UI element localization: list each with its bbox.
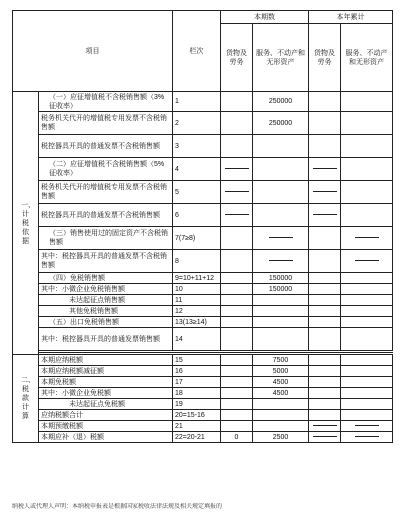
row-line: 14 (173, 328, 221, 351)
row-line: 21 (173, 421, 221, 432)
row-line: 5 (173, 181, 221, 204)
row-line: 22=20-21 (173, 432, 221, 443)
dash (341, 421, 393, 432)
row-line: 16 (173, 366, 221, 377)
row-label: 其他免税销售额 (39, 306, 173, 317)
row-line: 1 (173, 92, 221, 112)
row-label: （一）应征增值税不含税销售额（3%征收率） (39, 92, 173, 112)
row-value: 150000 (253, 284, 309, 295)
row-line: 13(13≥14) (173, 317, 221, 328)
row-line: 9=10+11+12 (173, 273, 221, 284)
row-label: （二）应征增值税不含税销售额（5%征收率） (39, 158, 173, 181)
row-label: 本期应纳税额减征额 (39, 366, 173, 377)
dash (341, 227, 393, 250)
row-label: 其中：税控器具开具的普通发票不含税销售额 (39, 250, 173, 273)
current-services-header: 服务、不动产和无形资产 (253, 24, 309, 92)
dash (253, 227, 309, 250)
section-tax-calc: 二、税款计算 (13, 355, 39, 443)
dash (309, 181, 341, 204)
row-label: 本期应补（退）税额 (39, 432, 173, 443)
row-label: 其中：小微企业免税销售额 (39, 284, 173, 295)
row-value: 4500 (253, 388, 309, 399)
row-line: 10 (173, 284, 221, 295)
section-tax-basis: 一、计税依据 (13, 92, 39, 355)
row-label: 税控器具开具的普通发票不含税销售额 (39, 204, 173, 227)
dash (309, 204, 341, 227)
row-line: 6 (173, 204, 221, 227)
dash (341, 250, 393, 273)
ytd-header: 本年累计 (309, 11, 393, 24)
dash (309, 432, 341, 443)
item-header: 项目 (13, 11, 173, 92)
row-line: 4 (173, 158, 221, 181)
row-line: 11 (173, 295, 221, 306)
line-header: 栏次 (173, 11, 221, 92)
row-line: 12 (173, 306, 221, 317)
row-label: 本期免税额 (39, 377, 173, 388)
row-line: 19 (173, 399, 221, 410)
row-value: 150000 (253, 273, 309, 284)
row-label: 应纳税额合计 (39, 410, 173, 421)
dash (253, 250, 309, 273)
ytd-services-header: 服务、不动产和无形资产 (341, 24, 393, 92)
row-line: 8 (173, 250, 221, 273)
row-label: 未达起征点免税额 (39, 399, 173, 410)
dash (341, 432, 393, 443)
tax-return-table (12, 10, 393, 443)
row-line: 3 (173, 135, 221, 158)
dash (221, 181, 253, 204)
row-label: 其中：小微企业免税额 (39, 388, 173, 399)
row-label: 税务机关代开的增值税专用发票不含税销售额 (39, 181, 173, 204)
row-line: 17 (173, 377, 221, 388)
row-value: 2500 (253, 432, 309, 443)
row-label: 其中：税控器具开具的普通发票销售额 (39, 328, 173, 351)
row-label: 未达起征点销售额 (39, 295, 173, 306)
row-label: （四）免税销售额 (39, 273, 173, 284)
row-value: 250000 (253, 112, 309, 135)
row-line: 15 (173, 355, 221, 366)
row-line: 7(7≥8) (173, 227, 221, 250)
row-label: （五）出口免税销售额 (39, 317, 173, 328)
dash (221, 158, 253, 181)
row-label: 本期应纳税额 (39, 355, 173, 366)
row-value: 0 (221, 432, 253, 443)
dash (309, 421, 341, 432)
row-line: 2 (173, 112, 221, 135)
row-value: 250000 (253, 92, 309, 112)
row-value: 4500 (253, 377, 309, 388)
current-period-header: 本期数 (221, 11, 309, 24)
row-line: 20=15-16 (173, 410, 221, 421)
row-value: 5000 (253, 366, 309, 377)
row-value: 7500 (253, 355, 309, 366)
row-label: 税务机关代开的增值税专用发票不含税销售额 (39, 112, 173, 135)
dash (309, 158, 341, 181)
row-label: （三）销售使用过的固定资产不含税销售额 (39, 227, 173, 250)
current-goods-header: 货物及劳务 (221, 24, 253, 92)
ytd-goods-header: 货物及劳务 (309, 24, 341, 92)
row-label: 税控器具开具的普通发票不含税销售额 (39, 135, 173, 158)
dash (221, 204, 253, 227)
row-label: 本期预缴税额 (39, 421, 173, 432)
row-line: 18 (173, 388, 221, 399)
footnote: 纳税人或代理人声明：本纳税申报表是根据国家税收法律法规及相关规定填报的 (12, 504, 223, 510)
